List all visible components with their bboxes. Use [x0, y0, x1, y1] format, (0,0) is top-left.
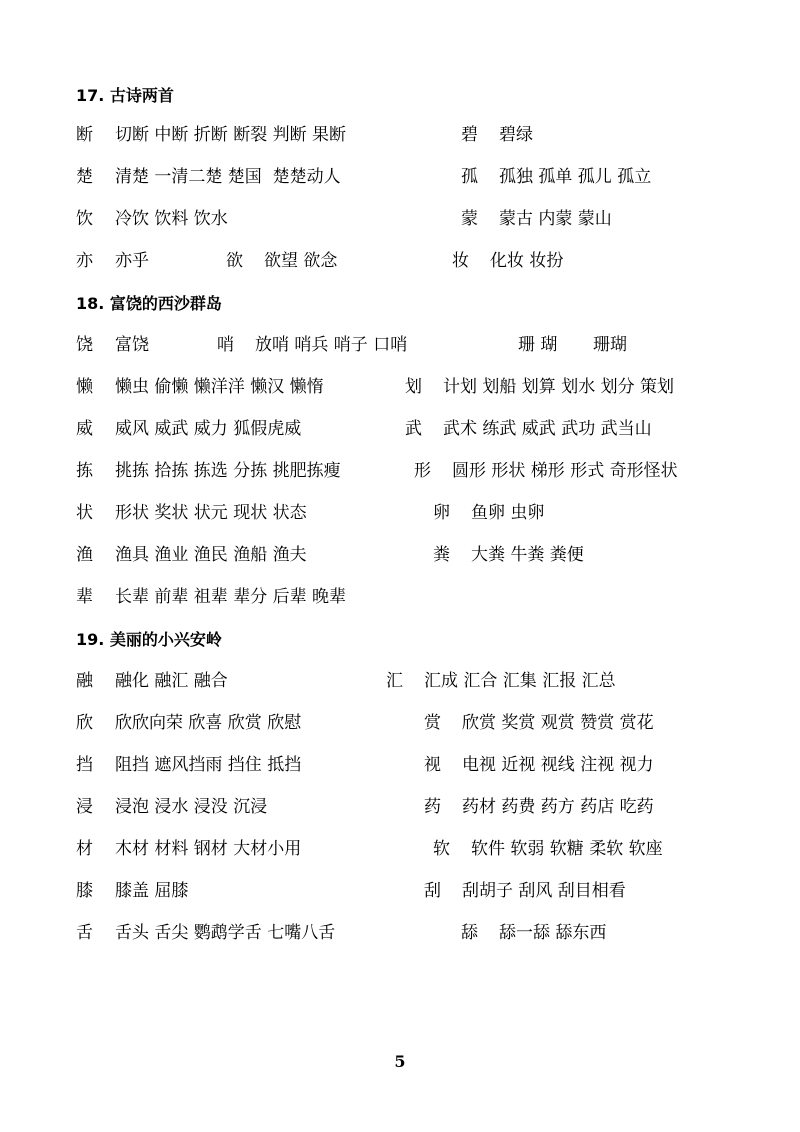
head-character: 哨: [217, 335, 234, 355]
word-list: 清楚 一清二楚 楚国 楚楚动人: [115, 167, 341, 187]
head-character: 欣: [76, 713, 93, 733]
section-heading-17: 17. 古诗两首: [76, 86, 174, 105]
word-list: 阻挡 遮风挡雨 挡住 抵挡: [115, 755, 302, 775]
head-character: 刮: [424, 881, 441, 901]
word-list: 浸泡 浸水 浸没 沉浸: [115, 797, 268, 817]
word-list: 木材 材料 钢材 大材小用: [115, 839, 302, 859]
head-character: 碧: [461, 125, 478, 145]
word-list: 计划 划船 划算 划水 划分 策划: [443, 377, 675, 397]
word-list: 碧绿: [499, 125, 533, 145]
vocab-row: [0, 502, 800, 526]
word-list: 大粪 牛粪 粪便: [471, 545, 584, 565]
word-list: 蒙古 内蒙 蒙山: [499, 209, 612, 229]
head-character: 汇: [386, 671, 403, 691]
vocab-row: [0, 124, 800, 148]
head-character: 状: [76, 503, 93, 523]
word-list: 融化 融汇 融合: [115, 671, 228, 691]
word-list: 舌头 舌尖 鹦鹉学舌 七嘴八舌: [115, 923, 336, 943]
word-list: 软件 软弱 软糖 柔软 软座: [471, 839, 663, 859]
vocab-row: [0, 376, 800, 400]
word-list: 刮胡子 刮风 刮目相看: [462, 881, 626, 901]
head-character: 赏: [424, 713, 441, 733]
head-character: 软: [433, 839, 450, 859]
word-list: 冷饮 饮料 饮水: [115, 209, 228, 229]
vocab-row: [0, 334, 800, 358]
word-list: 鱼卵 虫卵: [471, 503, 545, 523]
head-character: 珊 瑚: [518, 335, 558, 355]
page-number: 5: [394, 1052, 406, 1071]
head-character: 粪: [433, 545, 450, 565]
head-character: 蒙: [461, 209, 478, 229]
word-list: 电视 近视 视线 注视 视力: [462, 755, 654, 775]
word-list: 亦乎: [115, 251, 149, 271]
word-list: 膝盖 屈膝: [115, 881, 189, 901]
word-list: 舔一舔 舔东西: [499, 923, 607, 943]
head-character: 卵: [433, 503, 450, 523]
head-character: 舔: [461, 923, 478, 943]
word-list: 孤独 孤单 孤儿 孤立: [499, 167, 652, 187]
head-character: 孤: [461, 167, 478, 187]
section-heading-18: 18. 富饶的西沙群岛: [76, 294, 222, 313]
head-character: 楚: [76, 167, 93, 187]
word-list: 长辈 前辈 祖辈 辈分 后辈 晚辈: [115, 587, 347, 607]
head-character: 拣: [76, 461, 93, 481]
word-list: 汇成 汇合 汇集 汇报 汇总: [424, 671, 616, 691]
word-list: 挑拣 拾拣 拣选 分拣 挑肥拣瘦: [115, 461, 341, 481]
head-character: 挡: [76, 755, 93, 775]
head-character: 浸: [76, 797, 93, 817]
head-character: 饮: [76, 209, 93, 229]
head-character: 形: [414, 461, 431, 481]
head-character: 融: [76, 671, 93, 691]
head-character: 药: [424, 797, 441, 817]
vocab-row: [0, 544, 800, 568]
head-character: 亦: [76, 251, 93, 271]
word-list: 药材 药费 药方 药店 吃药: [462, 797, 654, 817]
word-list: 懒虫 偷懒 懒洋洋 懒汉 懒惰: [115, 377, 324, 397]
vocab-row: [0, 754, 800, 778]
word-list: 威风 威武 威力 狐假虎威: [115, 419, 302, 439]
word-list: 欣赏 奖赏 观赏 赞赏 赏花: [462, 713, 654, 733]
vocab-row: [0, 838, 800, 862]
word-list: 珊瑚: [593, 335, 627, 355]
head-character: 欲: [226, 251, 243, 271]
word-list: 欲望 欲念: [264, 251, 338, 271]
vocab-row: [0, 208, 800, 232]
vocab-row: [0, 418, 800, 442]
vocab-row: [0, 880, 800, 904]
head-character: 渔: [76, 545, 93, 565]
word-list: 圆形 形状 梯形 形式 奇形怪状: [452, 461, 678, 481]
head-character: 膝: [76, 881, 93, 901]
head-character: 懒: [76, 377, 93, 397]
vocab-row: [0, 166, 800, 190]
word-list: 形状 奖状 状元 现状 状态: [115, 503, 307, 523]
word-list: 渔具 渔业 渔民 渔船 渔夫: [115, 545, 307, 565]
word-list: 武术 练武 威武 武功 武当山: [443, 419, 652, 439]
word-list: 欣欣向荣 欣喜 欣赏 欣慰: [115, 713, 302, 733]
word-list: 切断 中断 折断 断裂 判断 果断: [115, 125, 347, 145]
head-character: 视: [424, 755, 441, 775]
vocab-row: [0, 922, 800, 946]
vocab-row: [0, 670, 800, 694]
head-character: 妆: [452, 251, 469, 271]
vocab-row: [0, 586, 800, 610]
head-character: 断: [76, 125, 93, 145]
head-character: 饶: [76, 335, 93, 355]
head-character: 辈: [76, 587, 93, 607]
head-character: 划: [405, 377, 422, 397]
word-list: 化妆 妆扮: [490, 251, 564, 271]
head-character: 舌: [76, 923, 93, 943]
vocab-row: [0, 796, 800, 820]
head-character: 材: [76, 839, 93, 859]
word-list: 富饶: [115, 335, 149, 355]
head-character: 威: [76, 419, 93, 439]
vocab-row: [0, 460, 800, 484]
vocab-row: [0, 250, 800, 274]
word-list: 放哨 哨兵 哨子 口哨: [255, 335, 408, 355]
vocab-row: [0, 712, 800, 736]
head-character: 武: [405, 419, 422, 439]
section-heading-19: 19. 美丽的小兴安岭: [76, 630, 222, 649]
